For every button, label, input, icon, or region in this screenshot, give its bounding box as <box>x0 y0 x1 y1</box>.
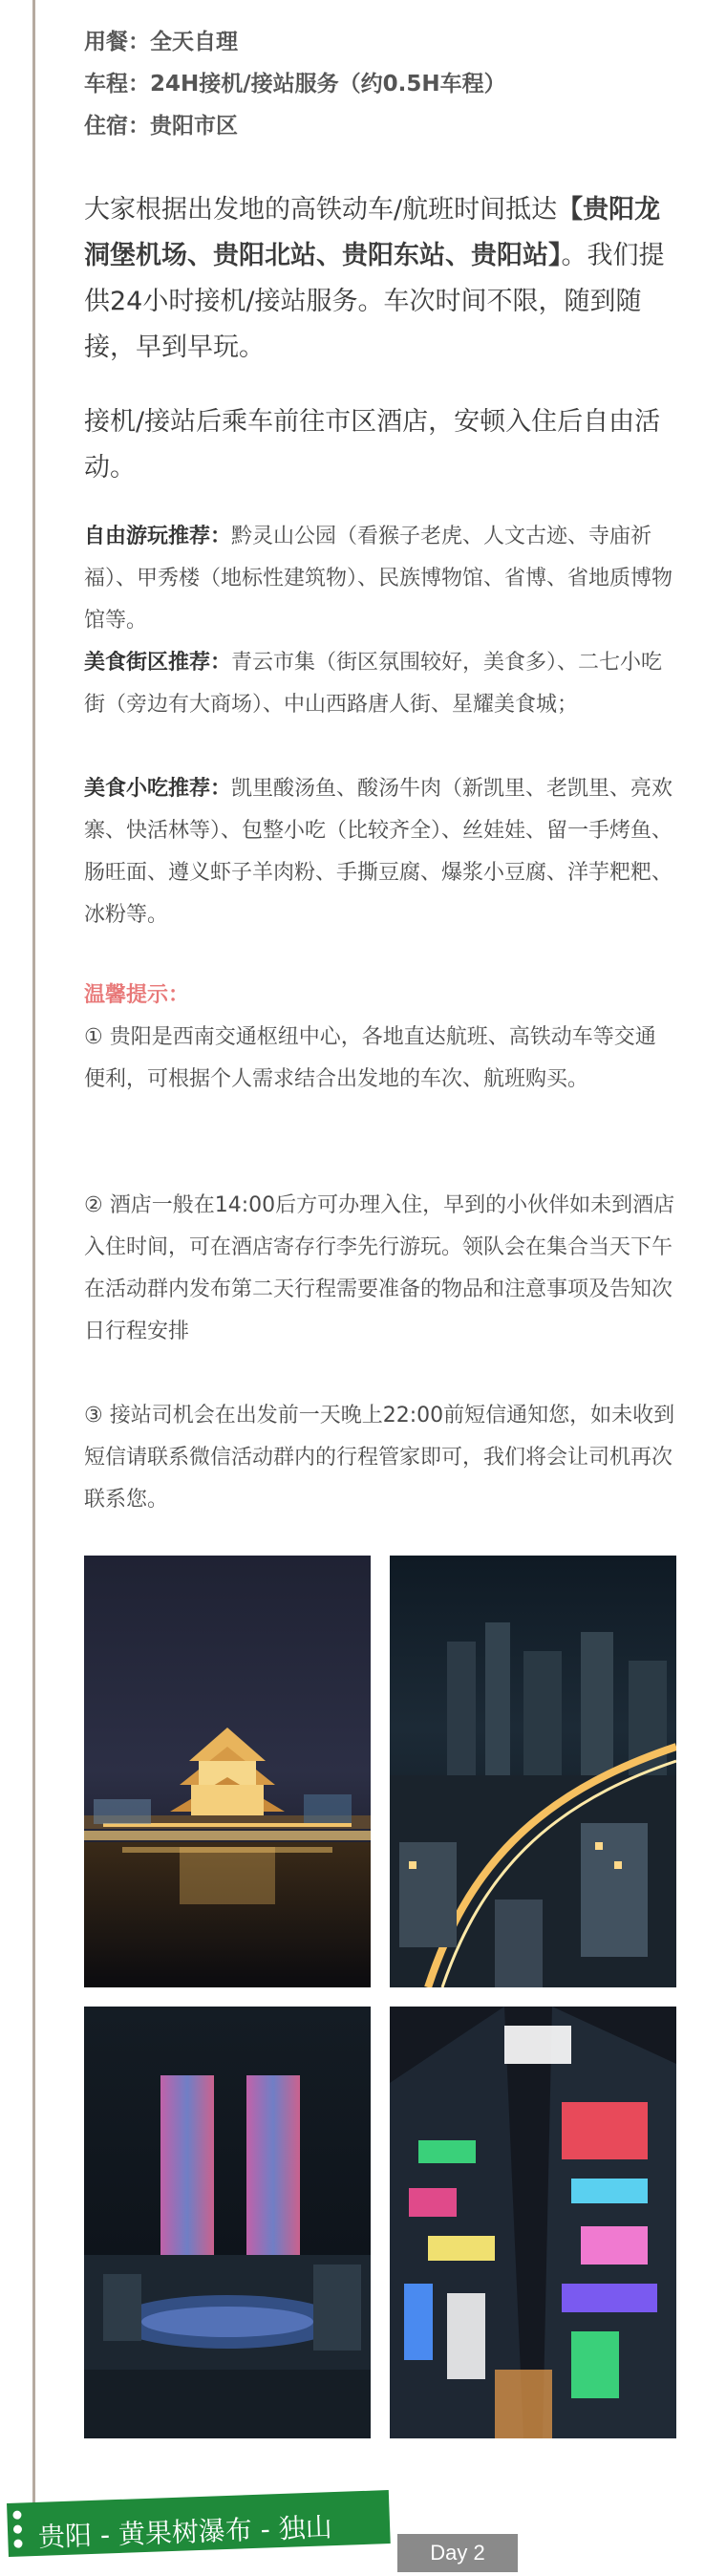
timeline-line <box>32 0 35 2522</box>
tag-dots <box>12 2510 24 2553</box>
twin-towers-night-photo <box>84 2007 371 2438</box>
tip-item: ③ 接站司机会在出发前一天晚上22:00前短信通知您，如未收到短信请联系微信活动群内的行程管家即可，我们将会让司机再次联系您。 <box>84 1404 675 1512</box>
arrival-text-before: 大家根据出发地的高铁动车/航班时间抵达 <box>84 195 558 225</box>
free-play-text: 黔灵山公园（看猴子老虎、人文古迹、寺庙祈福）、甲秀楼（地标性建筑物）、民族博物馆、省博、省地质博物馆等。 <box>84 525 673 633</box>
snack-text: 凯里酸汤鱼、酸汤牛肉（新凯里、老凯里、亮欢寨、快活林等）、包整小吃（比较齐全）、丝娃娃、留一手烤鱼、肠旺面、遵义虾子羊肉粉、手撕豆腐、爆浆小豆腐、洋芋粑粑、冰粉等。 <box>84 777 673 927</box>
day-banner <box>0 2492 726 2576</box>
stay-value: 贵阳市区 <box>150 114 238 139</box>
transfer-label: 车程： <box>84 72 150 97</box>
hotel-text: 接机/接站后乘车前往市区酒店，安顿入住后自由活动。 <box>84 407 661 483</box>
tips-title: 温馨提示： <box>84 983 190 1007</box>
route-title: 贵阳 - 黄果树瀑布 - 独山 <box>37 2511 333 2553</box>
meal-value: 全天自理 <box>150 30 238 54</box>
free-play-recommendation <box>84 516 676 642</box>
food-street-label: 美食街区推荐： <box>84 651 232 675</box>
jiaxiu-tower-night-photo <box>84 1556 371 1987</box>
tip-item: ② 酒店一般在14:00后方可办理入住，早到的小伙伴如未到酒店入住时间，可在酒店寄存行李先行游玩。领队会在集合当天下午在活动群内发布第二天行程需要准备的物品和注意事项及告知次日行程安排 <box>84 1193 675 1343</box>
arrival-paragraph <box>84 187 676 371</box>
transfer-value: 24H接机/接站服务（约0.5H车程） <box>150 72 506 97</box>
city-overpass-night-photo <box>390 1556 676 1987</box>
arrival-text-after: 。我们提供24小时接机/接站服务。车次时间不限，随到随接，早到早玩。 <box>84 241 665 362</box>
neon-street-night-photo <box>390 2007 676 2438</box>
food-street-recommendation <box>84 642 676 726</box>
stay-row <box>84 105 506 147</box>
transfer-row <box>84 63 506 105</box>
snack-label: 美食小吃推荐： <box>84 777 232 801</box>
hotel-paragraph <box>84 399 676 491</box>
stay-label: 住宿： <box>84 114 150 139</box>
tip-item: ① 贵阳是西南交通枢纽中心，各地直达航班、高铁动车等交通便利，可根据个人需求结合出发地的车次、航班购买。 <box>84 1025 656 1091</box>
free-play-label: 自由游玩推荐： <box>84 525 232 548</box>
meal-row <box>84 21 506 63</box>
trip-info <box>84 21 506 147</box>
meal-label: 用餐： <box>84 30 150 54</box>
arrival-stations: 【贵阳龙洞堡机场、贵阳北站、贵阳东站、贵阳站】 <box>84 195 661 270</box>
day-label: Day 2 <box>397 2534 518 2572</box>
snack-recommendation <box>84 768 676 936</box>
food-street-text: 青云市集（街区氛围较好，美食多）、二七小吃街（旁边有大商场）、中山西路唐人街、星耀美食城； <box>84 651 663 717</box>
